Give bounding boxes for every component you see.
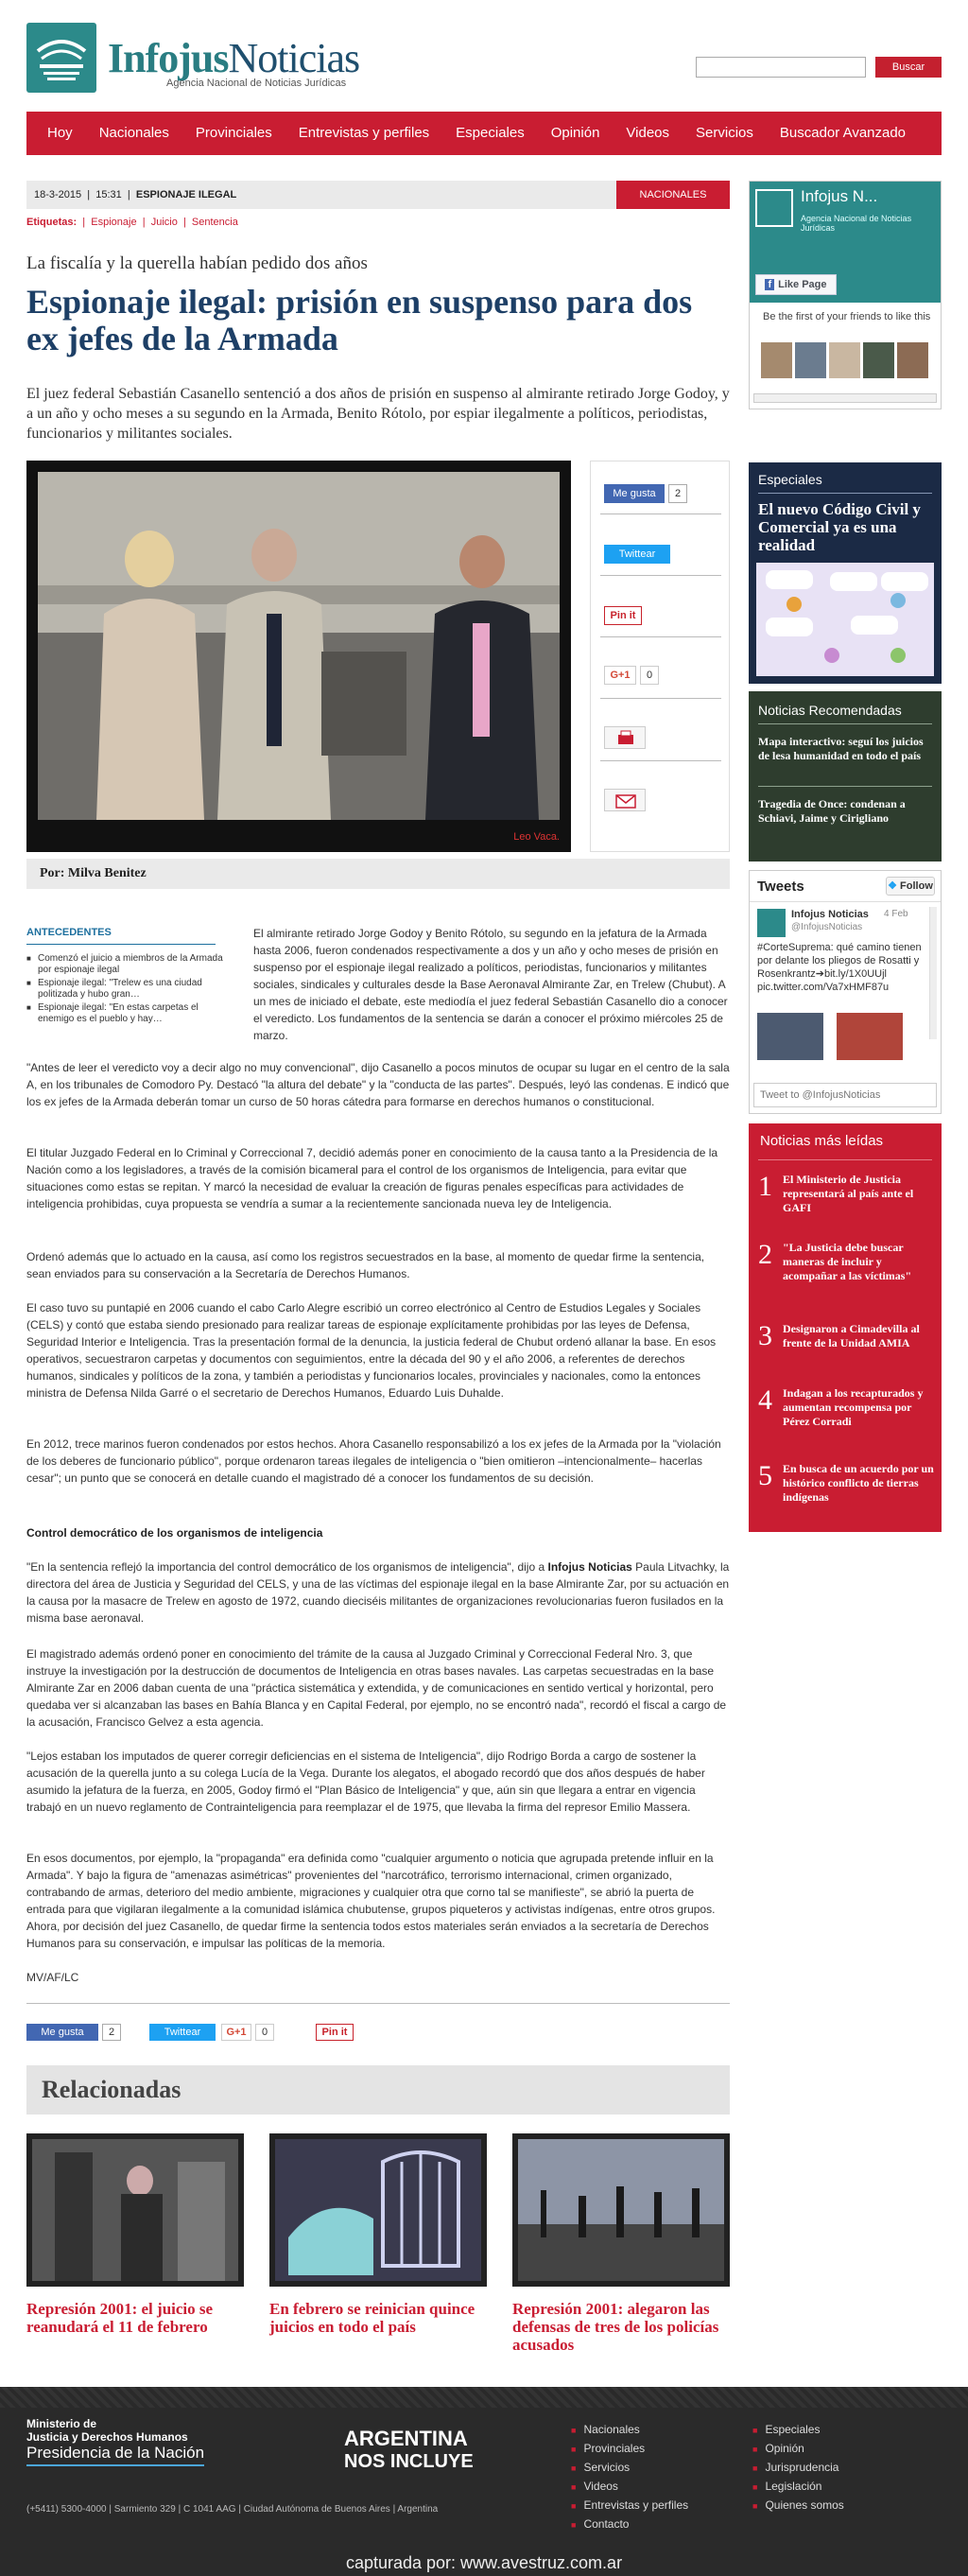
mas-leidas-item[interactable] xyxy=(758,1239,938,1296)
ministry-line-b: Justicia y Derechos Humanos xyxy=(26,2430,188,2444)
avatar xyxy=(795,342,826,378)
nav-item[interactable]: Hoy xyxy=(47,125,73,141)
fb-friends-text: Be the first of your friends to like this xyxy=(763,311,931,322)
rank-number: 4 xyxy=(758,1384,772,1416)
recomendada-link[interactable]: Tragedia de Once: condenan a Schiavi, Jaime y Cirigliano xyxy=(758,797,906,825)
brand-b: Noticias xyxy=(228,35,360,81)
mas-leidas-item[interactable] xyxy=(758,1384,938,1441)
article-date: 18-3-2015 xyxy=(34,189,82,200)
ministry-line-c[interactable]: Presidencia de la Nación xyxy=(26,2444,204,2466)
footer xyxy=(0,2387,968,2576)
pin-button[interactable]: Pin it xyxy=(316,2024,354,2041)
article-signature: MV/AF/LC xyxy=(26,1971,79,1984)
body-paragraph: "Antes de leer el veredicto voy a decir algo no muy convencional", dijo Casanello a pocos minutos de ocupar su lugar en el centro de la sala A, en los tribunales de Comodoro Py. Destacó "la altura del debate" y la "conducta de las partes". Después, leyó las condenas. E indicó que los ex jefes de la Armada deberán tomar un curso de 50 horas cátedra para formarse en derechos humanos o constitucional. xyxy=(26,1061,730,1108)
like-label: Me gusta xyxy=(41,2027,84,2038)
related-title[interactable]: Represión 2001: el juicio se reanudará el 11 de febrero xyxy=(26,2300,214,2336)
avatar xyxy=(897,342,928,378)
antecedentes-list xyxy=(26,953,225,1027)
gplus-count: 0 xyxy=(255,2024,274,2041)
avatar xyxy=(863,342,894,378)
fb-scrollbar[interactable] xyxy=(753,393,937,403)
tweets-title: Tweets xyxy=(757,879,804,895)
tweet-photo[interactable] xyxy=(757,1013,823,1060)
email-icon[interactable] xyxy=(604,789,646,811)
divider xyxy=(26,2003,730,2004)
share-column xyxy=(590,461,730,852)
body-paragraph: El almirante retirado Jorge Godoy y Benito Rótolo, su segundo en la jefatura de la Armada hasta 2006, fueron condenados respectivamente a dos y un año y ocho meses de prisión en suspenso por el espionaje ilegal realizado a políticos, periodistas, funcionarios y militantes sociales, sindicales y culturales desde la Base Aeronaval Almirante Zar, en Trelew (Chubut). A un mes de iniciado el debate, este mediodía el juez federal Sebastián Casanello dio a conocer el veredicto. Los fundamentos de la sentencia se darán a conocer el próximo miércoles 25 de marzo. xyxy=(253,927,728,1042)
body-paragraph: El magistrado además ordenó poner en conocimiento del trámite de la causa al Juzgado Criminal y Correccional Federal Nro. 3, que instruye la investigación por la destrucción de documentos de Inteligencia en otras bases navales. Las carpetas secuestradas en la base Almirante Zar en 2006 daban cuenta de una "práctica sistemática y extendida, y de comunicaciones en sentido vertical y horizontal, pero quedaba ver si alcanzaban las bases en Bahía Blanca y en Capital Federal, por ejemplo, no se encontró nada", recordó el fiscal a cargo de la acusación, Francisco Gelvez a esta agencia. xyxy=(26,1647,727,1729)
related-image[interactable] xyxy=(269,2133,487,2287)
facebook-widget xyxy=(749,181,942,409)
article-meta-bar: 18-3-2015 | 15:31 | ESPIONAJE ILEGAL NACIONALES xyxy=(26,181,730,209)
tags-row: Etiquetas: | Espionaje | Juicio | Sentencia xyxy=(26,217,238,228)
mas-leidas-item[interactable] xyxy=(758,1320,938,1377)
fb-like-page-button[interactable] xyxy=(755,274,837,295)
body-paragraph: En esos documentos, por ejemplo, la "propaganda" era definida como "cualquier argumento o noticia que agrupada pretende influir en la Armada". Y bajo la figura de "amenazas asimétricas" provenientes del "narcotráfico, terrorismo internacional, crimen organizado, contrabando de armas, deterioro del medio ambiente, migraciones y cualquier otra que corno tal se manifieste", se abrió la puerta de entrada para que vigilaran ilegalmente a la comunidad islámica chubutense, grupos piqueteros y activistas indígenas, entre otros grupos. Ahora, por decisión del juez Casanello, de quedar firme la sentencia todos estos materiales serán enviados a la secretaría de Derechos Humanos para su conservación, e impulsar las políticas de la memoria. xyxy=(26,1852,716,1950)
search-button[interactable]: Buscar xyxy=(875,57,942,78)
nav-item[interactable]: Videos xyxy=(626,125,670,141)
fb-like-button[interactable] xyxy=(26,2024,98,2041)
related-image[interactable] xyxy=(512,2133,730,2287)
facebook-banner[interactable] xyxy=(750,182,941,303)
fb-like-label: Like Page xyxy=(778,279,827,290)
print-icon[interactable] xyxy=(604,726,646,749)
avatar[interactable] xyxy=(757,909,786,937)
logo-icon xyxy=(755,189,793,227)
p7-brand: Infojus Noticias xyxy=(547,1560,632,1574)
avatar xyxy=(829,342,860,378)
especiales-title: Especiales xyxy=(758,472,822,487)
byline: Por: Milva Benitez xyxy=(26,859,730,889)
nav-item[interactable]: Nacionales xyxy=(98,125,169,141)
body-paragraph: El titular Juzgado Federal en lo Criminal y Correccional 7, decidió además poner en conocimiento de la causa tanto a la Presidencia de la Nación como a los legisladores, a través de la comisión bicameral para el control de los organismos de Inteligencia, para evitar que situaciones como estas se repitan. Y marcó la necesidad de evaluar la creación de figuras penales específicas para actividades de inteligencia prohibidas, cuya propuesta se vendría a sumar a la recientemente sancionada nueva ley de Inteligencia. xyxy=(26,1146,718,1210)
divider xyxy=(758,786,932,787)
recomendadas-box xyxy=(749,691,942,862)
rank-number: 5 xyxy=(758,1460,772,1491)
p7-text-a: "En la sentencia reflejó la importancia del control democrático de los organismos de inteligencia", dijo a xyxy=(26,1560,548,1574)
fb-avatars xyxy=(761,342,931,378)
antecedente-link[interactable]: ■ Comenzó el juicio a miembros de la Armada por espionaje ilegal xyxy=(26,953,225,976)
footer-link[interactable]: ■ Jurisprudencia xyxy=(752,2461,838,2474)
footer-link[interactable]: ■ Entrevistas y perfiles xyxy=(571,2498,688,2512)
footer-address: (+5411) 5300-4000 | Sarmiento 329 | C 1041 AAG | Ciudad Autónoma de Buenos Aires | Argentina xyxy=(26,2504,439,2515)
fb-page-sub: Agencia Nacional de Noticias Jurídicas xyxy=(801,214,912,233)
body-paragraph: El caso tuvo su puntapié en 2006 cuando el cabo Carlo Alegre escribió un correo electrónico al Centro de Estudios Legales y Sociales (CELS) y contó que estaba siendo presionado para realizar tareas de espionaje explícitamente prohibidas por las leyes de Defensa, Seguridad Interior e Inteligencia. Tras la presentación formal de la denuncia, la justicia federal de Chubut ordenó allanar la base. En esos operativos, secuestraron carpetas y documentos con seguimientos, entre la década del 90 y el año 2006, a referentes de derechos humanos, sindicales y políticos de la zona, y también a periodistas y funcionarios locales, provinciales y nacionales, como la entonces ministra de Defensa Nilda Garré o el secretario de Derechos Humanos, Eduardo Luis Duhalde. xyxy=(26,1301,717,1400)
especiales-headline[interactable]: El nuevo Código Civil y Comercial ya es una realidad xyxy=(758,500,921,554)
footer-link[interactable]: ■ Nacionales xyxy=(571,2423,640,2436)
article-photo xyxy=(26,461,571,852)
gplus-count: 0 xyxy=(640,666,659,685)
like-label: Me gusta xyxy=(613,488,656,499)
like-count: 2 xyxy=(102,2024,121,2041)
search-input[interactable] xyxy=(696,57,866,78)
divider xyxy=(758,1159,932,1160)
twitter-widget xyxy=(749,870,942,1114)
mas-leidas-item[interactable] xyxy=(758,1460,938,1517)
related-title[interactable]: Represión 2001: alegaron las defensas de tres de los policías acusados xyxy=(512,2300,719,2354)
tweet-handle[interactable]: @InfojusNoticias xyxy=(791,922,863,932)
tags-label: Etiquetas: xyxy=(26,217,78,228)
follow-button[interactable] xyxy=(886,877,935,896)
tweet-button[interactable]: Twittear xyxy=(604,545,670,564)
tweets-scrollbar[interactable] xyxy=(929,907,937,1039)
article-headline: Espionaje ilegal: prisión en suspenso para dos ex jefes de la Armada xyxy=(26,283,693,357)
tweet-text[interactable]: #CorteSuprema: qué camino tienen por delante los pliegos de Rosatti y Rosenkrantz➔bit.ly/1X0UUjl pic.twitter.com/Va7xHMF87u xyxy=(757,942,922,993)
body-paragraph: Ordenó además que lo actuado en la causa, así como los registros secuestrados en la base, al momento de quedar firme la sentencia, sean enviados para su conservación a la Secretaría de Derechos Humanos. xyxy=(26,1250,705,1280)
related-card[interactable] xyxy=(512,2133,730,2354)
mas-leidas-link[interactable]: Indagan a los recapturados y aumentan recompensa por Pérez Corradi xyxy=(783,1386,924,1428)
tag-link[interactable]: Espionaje xyxy=(91,217,137,228)
mas-leidas-link[interactable]: En busca de un acuerdo por un histórico conflicto de tierras indígenas xyxy=(783,1462,934,1504)
photo-credit: Leo Vaca. xyxy=(513,831,560,843)
divider xyxy=(750,901,941,902)
tag-link[interactable]: Juicio xyxy=(150,217,178,228)
tweet-photo[interactable] xyxy=(837,1013,903,1060)
twitter-bird-icon: ❖ xyxy=(888,880,897,892)
recomendadas-title: Noticias Recomendadas xyxy=(758,703,902,718)
follow-label: Follow xyxy=(900,880,933,892)
antecedente-link[interactable]: ■ Espionaje ilegal: "En estas carpetas el enemigo es el pueblo y hay… xyxy=(26,1002,225,1025)
site-title[interactable] xyxy=(108,34,359,82)
nav-item[interactable]: Opinión xyxy=(550,125,600,141)
fb-like-button[interactable] xyxy=(604,484,665,503)
nav-item[interactable]: Especiales xyxy=(456,125,525,141)
tweet-date[interactable]: 4 Feb xyxy=(884,909,908,919)
related-image[interactable] xyxy=(26,2133,244,2287)
rank-number: 1 xyxy=(758,1171,772,1202)
tag-link[interactable]: Sentencia xyxy=(191,217,238,228)
logo-icon[interactable] xyxy=(26,23,96,93)
body-paragraph: En 2012, trece marinos fueron condenados por estos hechos. Ahora Casanello responsabilizó a los ex jefes de la Armada por la "violación de los deberes de funcionario público", porque ordenaron tareas ilegales de inteligencia o "bien omitieron –intencionalmente– hacerlas cesar"; un punto que se conocerá en detalle cuando el magistrado dé a conocer los fundamentos de su decisión. xyxy=(26,1437,721,1485)
footer-link[interactable]: ■ Legislación xyxy=(752,2480,821,2493)
like-count: 2 xyxy=(668,484,687,503)
rank-number: 2 xyxy=(758,1239,772,1270)
tweet-input[interactable]: Tweet to @InfojusNoticias xyxy=(753,1083,937,1107)
slogan-line-a: ARGENTINA xyxy=(344,2427,468,2450)
mas-leidas-link[interactable]: El Ministerio de Justicia representará al país ante el GAFI xyxy=(783,1173,914,1214)
footer-link[interactable]: ■ Opinión xyxy=(752,2442,804,2455)
divider xyxy=(26,944,216,945)
brand-a: Infojus xyxy=(108,35,229,81)
mas-leidas-item[interactable] xyxy=(758,1171,938,1227)
footer-link[interactable]: ■ Servicios xyxy=(571,2461,630,2474)
mas-leidas-link[interactable]: "La Justicia debe buscar maneras de incluir y acompañar a las víctimas" xyxy=(783,1241,912,1282)
pin-button[interactable]: Pin it xyxy=(604,606,642,625)
footer-link[interactable]: ■ Provinciales xyxy=(571,2442,645,2455)
divider xyxy=(758,493,932,494)
nav-item[interactable]: Buscador Avanzado xyxy=(779,125,907,141)
body-paragraph xyxy=(26,1558,730,1627)
section-badge[interactable]: NACIONALES xyxy=(616,181,730,209)
nav-item[interactable]: Servicios xyxy=(696,125,753,141)
body-paragraph: "Lejos estaban los imputados de querer corregir deficiencias en el sistema de Inteligencia", dijo Rodrigo Borda a cargo de sostener la acusación de la querella junto a su colega Lucía de la Vega. Durante los alegatos, el abogado recordó que dos años después de haber asumido la jefatura de la fuerza, en 2005, Godoy firmó el "Plan Básico de Inteligencia" y que, aún sin que llegara a entrar en vigencia trabajó en un nuevo reglamento de Contrainteligencia para reemplazar el de 1975, que llevaba la firma del represor Emilio Massera. xyxy=(26,1749,705,1814)
footer-pattern xyxy=(0,2387,968,2408)
rank-number: 3 xyxy=(758,1320,772,1351)
site-subtitle: Agencia Nacional de Noticias Jurídicas xyxy=(166,78,347,89)
related-title[interactable]: En febrero se reinician quince juicios en todo el país xyxy=(269,2300,475,2336)
related-card[interactable] xyxy=(269,2133,487,2336)
main-nav xyxy=(26,112,942,155)
tweet-user[interactable]: Infojus Noticias xyxy=(791,909,869,920)
mas-leidas-box xyxy=(749,1123,942,1532)
gplus-button[interactable]: G+1 xyxy=(221,2024,251,2041)
nav-item[interactable]: Provinciales xyxy=(195,125,272,141)
recomendada-link[interactable]: Mapa interactivo: seguí los juicios de lesa humanidad en todo el país xyxy=(758,735,924,762)
especiales-box xyxy=(749,462,942,684)
antecedente-link[interactable]: ■ Espionaje ilegal: "Trelew es una ciudad politizada y hubo gran… xyxy=(26,978,225,1001)
footer-link[interactable]: ■ Contacto xyxy=(571,2517,629,2531)
article-topic[interactable]: ESPIONAJE ILEGAL xyxy=(135,189,237,200)
article-kicker: La fiscalía y la querella habían pedido dos años xyxy=(26,253,368,273)
p7-text-c: Paula Litvachky, la directora del área de Justicia y Seguridad del CELS, y una de las víctimas del espionaje ilegal en la base Almirante Zar, por su actuación en la causa por la masacre de Trelew en agosto de 1972, cuando dieciséis militantes de organizaciones revolucionarias fueron fusilados en la misma base aeronaval. xyxy=(26,1560,730,1625)
article-time: 15:31 xyxy=(95,189,122,200)
fb-page-name[interactable]: Infojus N... xyxy=(801,187,878,205)
footer-link[interactable]: ■ Quienes somos xyxy=(752,2498,844,2512)
gplus-button[interactable]: G+1 xyxy=(604,666,636,685)
related-heading: Relacionadas xyxy=(26,2065,730,2115)
antecedentes-title: ANTECEDENTES xyxy=(26,927,112,938)
nav-item[interactable]: Entrevistas y perfiles xyxy=(298,125,430,141)
especiales-image[interactable] xyxy=(756,563,934,676)
tweet-button[interactable]: Twittear xyxy=(149,2024,216,2041)
footer-link[interactable]: ■ Videos xyxy=(571,2480,618,2493)
divider xyxy=(758,723,932,724)
mas-leidas-link[interactable]: Designaron a Cimadevilla al frente de la Unidad AMIA xyxy=(783,1322,920,1349)
capture-credit: capturada por: www.avestruz.com.ar xyxy=(345,2553,623,2572)
mas-leidas-title: Noticias más leídas xyxy=(760,1133,884,1149)
ministry-line-a: Ministerio de xyxy=(26,2417,97,2430)
bottom-share-bar xyxy=(26,2022,730,2045)
slogan-line-b: NOS INCLUYE xyxy=(344,2451,474,2472)
footer-link[interactable]: ■ Especiales xyxy=(752,2423,820,2436)
body-subhead: Control democrático de los organismos de inteligencia xyxy=(26,1526,323,1540)
related-card[interactable] xyxy=(26,2133,244,2336)
avatar xyxy=(761,342,792,378)
fb-like-icon: f xyxy=(765,279,774,290)
article-lead: El juez federal Sebastián Casanello sentenció a dos años de prisión en suspenso al almirante retirado Jorge Godoy, y a un año y ocho meses a su segundo en la Armada, Benito Rótolo, por espiar ilegalmente a políticos, periodistas, funcionarios y militantes sociales. xyxy=(26,386,730,442)
